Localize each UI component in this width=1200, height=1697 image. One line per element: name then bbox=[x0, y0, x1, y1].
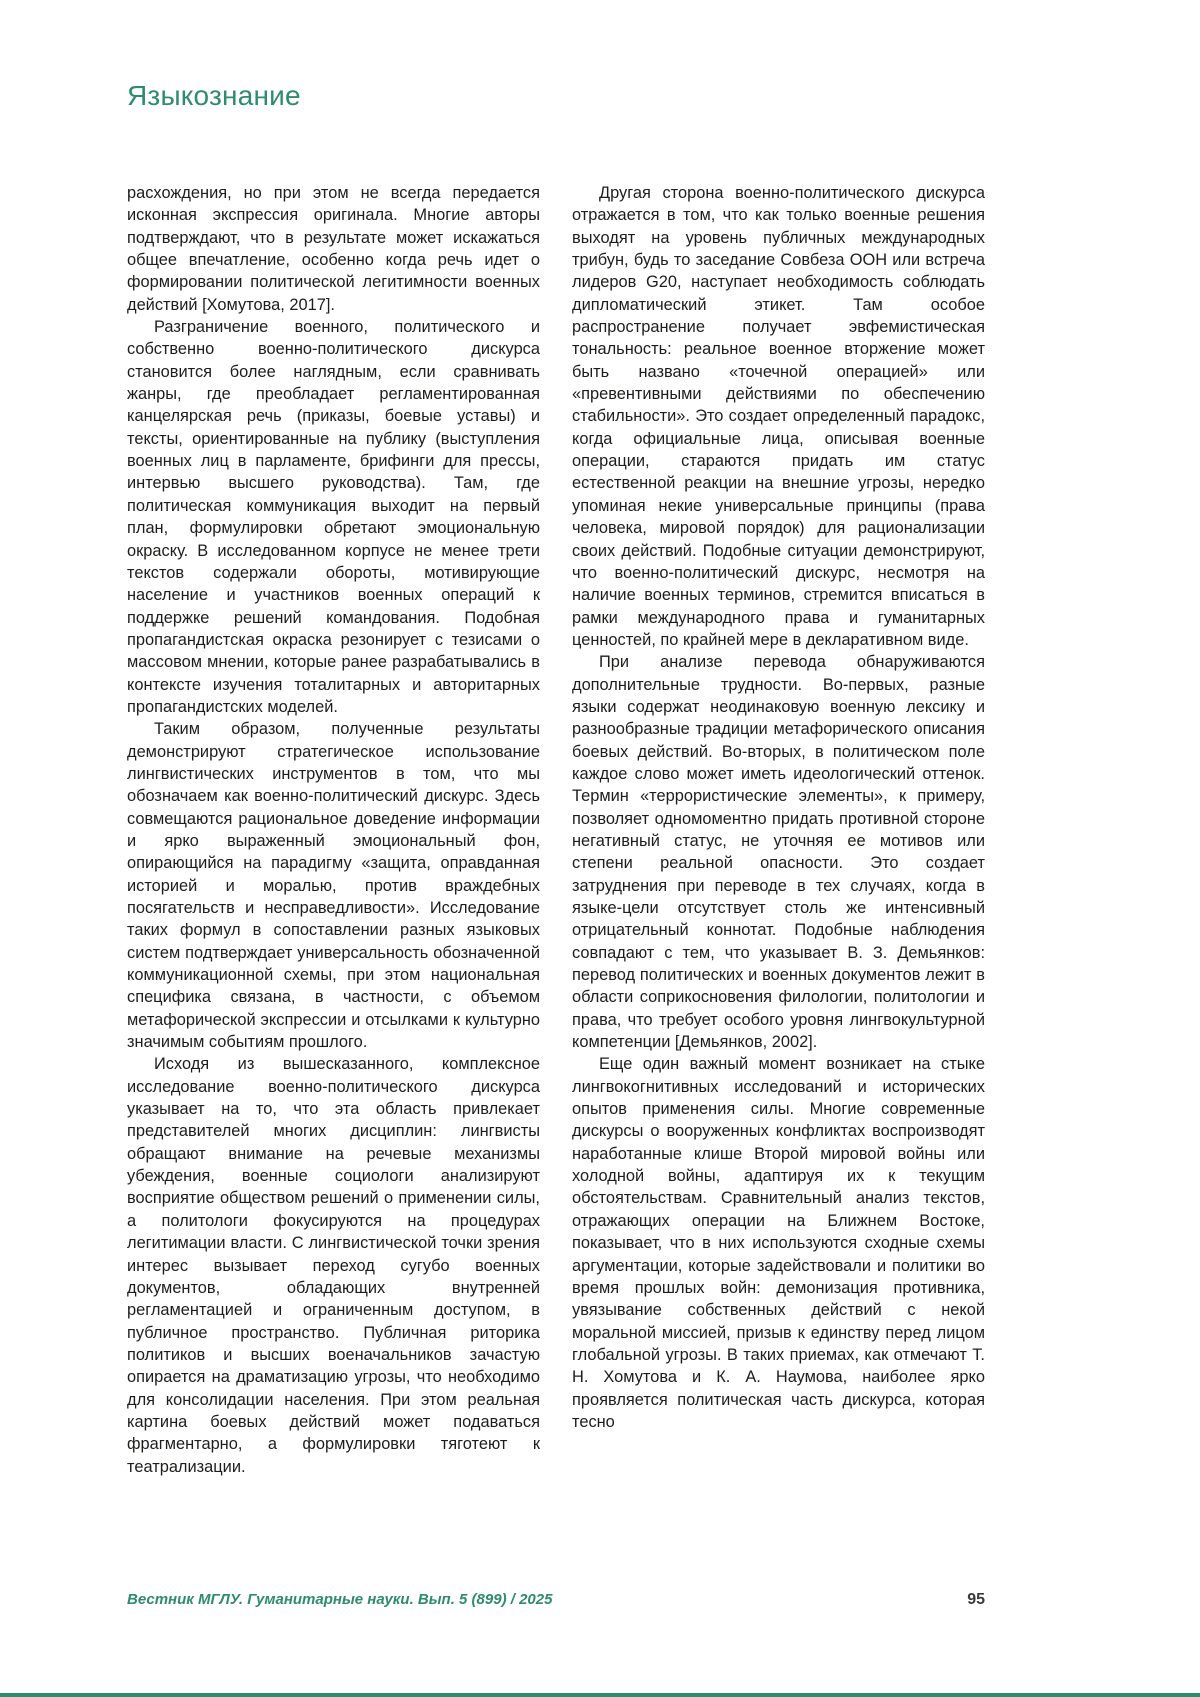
column-right bbox=[572, 182, 985, 1478]
bottom-accent-bar bbox=[0, 1693, 1200, 1697]
paragraph: Другая сторона военно-политического дискурса отражается в том, что как только военные решения выходят на уровень публичных международных трибун, будь то заседание Совбеза ООН или встреча лидеров G20, наступает необходимость соблюдать дипломатический этикет. Там особое распространение получает эвфемистическая тональность: реальное военное вторжение может быть названо «точечной операцией» или «превентивными действиями по обеспечению стабильности». Это создает определенный парадокс, когда официальные лица, описывая военные операции, стараются придать им статус естественной реакции на внешние угрозы, нередко упоминая некие универсальные принципы (права человека, мировой порядок) для рационализации своих действий. Подобные ситуации демонстрируют, что военно-политический дискурс, несмотря на наличие военных терминов, стремится вписаться в рамки международного права и гуманитарных ценностей, по крайней мере в декларативном виде. bbox=[572, 184, 985, 649]
paragraph: При анализе перевода обнаруживаются дополнительные трудности. Во-первых, разные языки содержат неодинаковую военную лексику и разнообразные традиции метафорического описания боевых действий. Во-вторых, в политическом поле каждое слово может иметь идеологический оттенок. Термин «террористические элементы», к примеру, позволяет одномоментно придать противной стороне негативный статус, не уточняя ее мотивов или степени реальной опасности. Это создает затруднения при переводе в тех случаях, когда в языке-цели отсутствует столь же интенсивный отрицательный коннотат. Подобные наблюдения совпадают с тем, что указывает В. З. Демьянков: перевод политических и военных документов лежит в области соприкосновения филологии, политологии и права, что требует особого уровня лингвокультурной компетенции [Демьянков, 2002]. bbox=[572, 653, 985, 1052]
text-columns bbox=[127, 182, 985, 1478]
paragraph: Исходя из вышесказанного, комплексное исследование военно-политического дискурса указывает на то, что эта область привлекает представителей многих дисциплин: лингвисты обращают внимание на речевые механизмы убеждения, военные социологи анализируют восприятие обществом решений о применении силы, а политологи фокусируются на процедурах легитимации власти. С лингвистической точки зрения интерес вызывает переход сугубо военных документов, обладающих внутренней регламентацией и ограниченным доступом, в публичное пространство. Публичная риторика политиков и высших военачальников зачастую опирается на драматизацию угрозы, что необходимо для консолидации населения. При этом реальная картина боевых действий может подаваться фрагментарно, а формулировки тяготеют к театрализации. bbox=[127, 1055, 540, 1476]
paragraph: Таким образом, полученные результаты демонстрируют стратегическое использование лингвистических инструментов в том, что мы обозначаем как военно-политический дискурс. Здесь совмещаются рациональное доведение информации и ярко выраженный эмоциональный фон, опирающийся на парадигму «защита, оправданная историей и моралью, против враждебных посягательств и несправедливости». Исследование таких формул в сопоставлении разных языковых систем подтверждает универсальность обозначенной коммуникационной схемы, при этом национальная специфика связана, в частности, с объемом метафорической экспрессии и отсылками к культурно значимым событиям прошлого. bbox=[127, 720, 540, 1052]
journal-line: Вестник МГЛУ. Гуманитарные науки. Вып. 5 (899) / 2025 bbox=[127, 1591, 553, 1608]
paragraph: Еще один важный момент возникает на стыке лингвокогнитивных исследований и исторических опытов применения силы. Многие современные дискурсы о вооруженных конфликтах воспроизводят наработанные клише Второй мировой войны или холодной войны, адаптируя их к текущим обстоятельствам. Сравнительный анализ текстов, отражающих операции на Ближнем Востоке, показывает, что в них используются сходные схемы аргументации, которые задействовали и политики во время прошлых войн: демонизация противника, увязывание собственных действий с некой моральной миссией, призыв к единству перед лицом глобальной угрозы. В таких приемах, как отмечают Т. Н. Хомутова и К. А. Наумова, наиболее ярко проявляется политическая часть дискурса, которая тесно bbox=[572, 1055, 985, 1431]
section-title: Языкознание bbox=[127, 80, 301, 111]
paragraph: расхождения, но при этом не всегда передается исконная экспрессия оригинала. Многие авторы подтверждают, что в результате может искажаться общее впечатление, особенно когда речь идет о формировании политической легитимности военных действий [Хомутова, 2017]. bbox=[127, 184, 540, 314]
page-number: 95 bbox=[967, 1591, 985, 1608]
footer bbox=[127, 1591, 985, 1609]
column-left bbox=[127, 182, 540, 1478]
paragraph: Разграничение военного, политического и собственно военно-политического дискурса становится более наглядным, если сравнивать жанры, где преобладает регламентированная канцелярская речь (приказы, боевые уставы) и тексты, ориентированные на публику (выступления военных лиц в парламенте, брифинги для прессы, интервью высшего руководства). Там, где политическая коммуникация выходит на первый план, формулировки обретают эмоциональную окраску. В исследованном корпусе не менее трети текстов содержали обороты, мотивирующие население и участников военных операций к поддержке решений командования. Подобная пропагандистская окраска резонирует с тезисами о массовом мнении, которые ранее разрабатывались в контексте изучения тоталитарных и авторитарных пропагандистских моделей. bbox=[127, 318, 540, 716]
